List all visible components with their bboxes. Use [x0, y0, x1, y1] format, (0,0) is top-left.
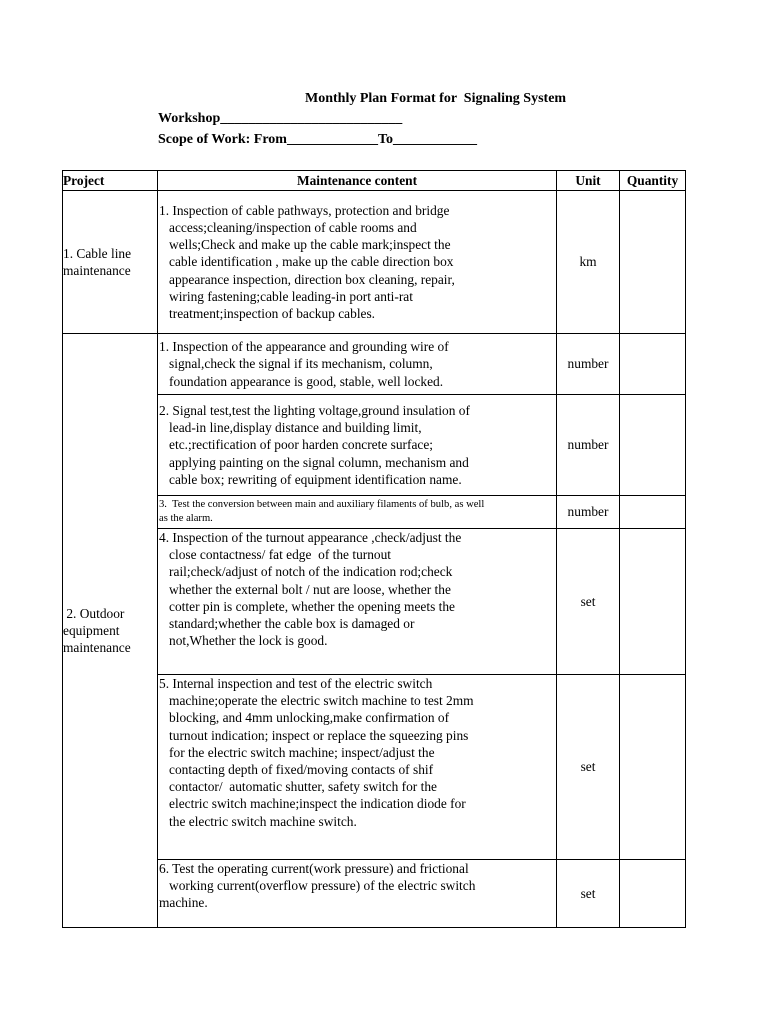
quantity-cell[interactable] [620, 191, 686, 334]
project-label: 1. Cable line maintenance [63, 245, 132, 278]
content-cell [158, 860, 557, 928]
unit-cell: set [557, 860, 620, 928]
project-label: 2. Outdoor equipment maintenance [63, 605, 131, 656]
quantity-cell[interactable] [620, 334, 686, 395]
content-cell [158, 496, 557, 529]
unit-cell: km [557, 191, 620, 334]
quantity-cell[interactable] [620, 860, 686, 928]
scope-of-work-field: Scope of Work: From_____________To____________ [158, 132, 478, 147]
unit-cell: number [557, 334, 620, 395]
quantity-cell[interactable] [620, 496, 686, 529]
quantity-cell[interactable] [620, 529, 686, 675]
document-title: Monthly Plan Format for Signaling System [305, 91, 567, 106]
maintenance-content-text: 2. Signal test,test the lighting voltage,ground insulation of lead-in line,display distance and building limit, etc.;rectification of poor harden concrete surface; applying painting on the signal column, mechanism and cable box; rewriting of equipment identification name. [159, 402, 470, 487]
header-unit: Unit [557, 171, 620, 191]
project-cell [63, 334, 158, 928]
table-header-row [63, 171, 686, 191]
maintenance-content-text: 6. Test the operating current(work pressure) and frictional working current(overflow pressure) of the electric switch machine. [159, 861, 476, 911]
content-cell [158, 529, 557, 675]
header-quantity: Quantity [620, 171, 686, 191]
maintenance-content-text: 1. Inspection of the appearance and grounding wire of signal,check the signal if its mechanism, column, foundation appearance is good, stable, well locked. [159, 339, 449, 389]
project-cell [63, 191, 158, 334]
maintenance-content-text: 3. Test the conversion between main and auxiliary filaments of bulb, as well as the alarm. [159, 498, 485, 524]
content-cell [158, 334, 557, 395]
maintenance-content-text: 1. Inspection of cable pathways, protection and bridge access;cleaning/inspection of cable rooms and wells;Check and make up the cable mark;inspect the cable identification , make up the cable direction box appearance inspection, direction box cleaning, repair, wiring fastening;cable leading-in port anti-rat treatment;inspection of backup cables. [159, 202, 455, 321]
content-cell [158, 675, 557, 860]
unit-cell: number [557, 395, 620, 496]
content-cell [158, 191, 557, 334]
maintenance-content-text: 5. Internal inspection and test of the electric switch machine;operate the electric switch machine to test 2mm blocking, and 4mm unlocking,make confirmation of turnout indication; inspect or replace the squeezing pins for the electric switch machine; inspect/adjust the contacting depth of fixed/moving contacts of shif contactor/ automatic shutter, safety switch for the electric switch machine;inspect the indication diode for the electric switch machine switch. [159, 676, 474, 829]
unit-cell: set [557, 675, 620, 860]
unit-cell: number [557, 496, 620, 529]
quantity-cell[interactable] [620, 675, 686, 860]
header-maintenance-content: Maintenance content [158, 171, 557, 191]
header-project: Project [63, 171, 158, 191]
table-row [63, 334, 686, 395]
maintenance-plan-table [62, 170, 686, 928]
table-row [63, 191, 686, 334]
content-cell [158, 395, 557, 496]
quantity-cell[interactable] [620, 395, 686, 496]
unit-cell: set [557, 529, 620, 675]
maintenance-content-text: 4. Inspection of the turnout appearance ,check/adjust the close contactness/ fat edge of the turnout rail;check/adjust of notch of the indication rod;check whether the external bolt / nut are loose, whether the cotter pin is complete, whether the opening meets the standard;whether the cable box is damaged or not,Whether the lock is good. [159, 530, 462, 649]
workshop-field: Workshop__________________________ [158, 111, 403, 126]
